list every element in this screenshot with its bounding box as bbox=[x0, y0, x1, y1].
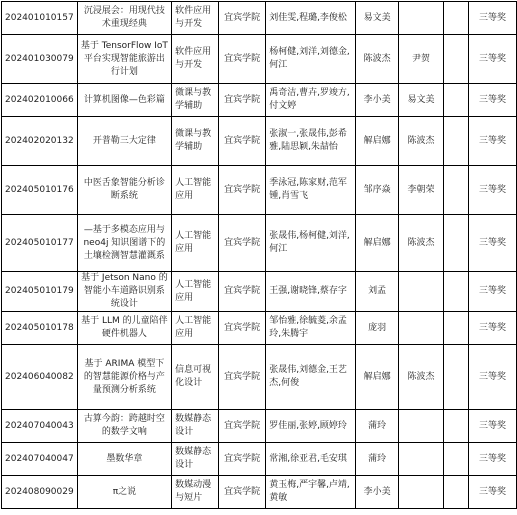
category-cell: 人工智能应用 bbox=[172, 272, 219, 312]
category-cell: 软件应用与开发 bbox=[172, 35, 219, 84]
project-title-cell: 基于 LLM 的儿童陪伴硬件机器人 bbox=[77, 312, 171, 345]
project-title-cell: 古算今韵：跨越时空的数学文响 bbox=[77, 410, 171, 443]
award-cell: 三等奖 bbox=[469, 166, 517, 215]
advisor1-cell: 邹序焱 bbox=[356, 166, 399, 215]
school-cell: 宜宾学院 bbox=[219, 35, 266, 84]
award-cell: 三等奖 bbox=[469, 410, 517, 443]
school-cell: 宜宾学院 bbox=[219, 166, 266, 215]
category-cell: 人工智能应用 bbox=[172, 166, 219, 215]
table-row bbox=[2, 35, 517, 84]
spacer-cell bbox=[443, 2, 468, 35]
award-cell: 三等奖 bbox=[469, 312, 517, 345]
advisor2-cell bbox=[399, 443, 444, 476]
school-cell: 宜宾学院 bbox=[219, 215, 266, 272]
spacer-cell bbox=[443, 84, 468, 117]
members-cell: 刘佳雯,程璐,李俊松 bbox=[266, 2, 356, 35]
spacer-cell bbox=[443, 443, 468, 476]
award-cell: 三等奖 bbox=[469, 345, 517, 410]
advisor1-cell: 庞羽 bbox=[356, 312, 399, 345]
advisor1-cell: 刘孟 bbox=[356, 272, 399, 312]
advisor1-cell: 李小美 bbox=[356, 476, 399, 509]
category-cell: 软件应用与开发 bbox=[172, 2, 219, 35]
members-cell: 黄玉梅,严宇馨,卢靖,黄敏 bbox=[266, 476, 356, 509]
project-title-cell: 开普勒三大定律 bbox=[77, 117, 171, 166]
members-cell: 季泳冠,陈家财,范军锺,肖雪飞 bbox=[266, 166, 356, 215]
members-cell: 杨柯健,刘洋,刘德金,何江 bbox=[266, 35, 356, 84]
school-cell: 宜宾学院 bbox=[219, 443, 266, 476]
award-id-cell: 202402010066 bbox=[2, 84, 78, 117]
category-cell: 人工智能应用 bbox=[172, 215, 219, 272]
project-title-cell: 中医舌象智能分析诊断系统 bbox=[77, 166, 171, 215]
award-cell: 三等奖 bbox=[469, 35, 517, 84]
school-cell: 宜宾学院 bbox=[219, 312, 266, 345]
project-title-cell: 计算机图像—色彩篇 bbox=[77, 84, 171, 117]
table-row bbox=[2, 215, 517, 272]
spacer-cell bbox=[443, 312, 468, 345]
award-id-cell: 202405010178 bbox=[2, 312, 78, 345]
award-id-cell: 202405010177 bbox=[2, 215, 78, 272]
table-row bbox=[2, 345, 517, 410]
members-cell: 张淑一,张晟伟,彭希雅,陆思颖,朱喆怡 bbox=[266, 117, 356, 166]
award-id-cell: 202408090029 bbox=[2, 476, 78, 509]
spacer-cell bbox=[443, 476, 468, 509]
advisor2-cell bbox=[399, 476, 444, 509]
award-id-cell: 202405010176 bbox=[2, 166, 78, 215]
table-row bbox=[2, 84, 517, 117]
advisor1-cell: 李小美 bbox=[356, 84, 399, 117]
project-title-cell: 基于 TensorFlow IoT 平台实现智能旅游出行计划 bbox=[77, 35, 171, 84]
advisor1-cell: 解启娜 bbox=[356, 345, 399, 410]
award-cell: 三等奖 bbox=[469, 443, 517, 476]
school-cell: 宜宾学院 bbox=[219, 272, 266, 312]
advisor1-cell: 陈波杰 bbox=[356, 35, 399, 84]
members-cell: 罗佳丽,张婷,顾婷玲 bbox=[266, 410, 356, 443]
category-cell: 数媒动漫与短片 bbox=[172, 476, 219, 509]
spacer-cell bbox=[443, 410, 468, 443]
category-cell: 人工智能应用 bbox=[172, 312, 219, 345]
spacer-cell bbox=[443, 215, 468, 272]
category-cell: 数媒静态设计 bbox=[172, 410, 219, 443]
spacer-cell bbox=[443, 272, 468, 312]
members-cell: 禹奇洁,曹卉,罗竣方,付文婷 bbox=[266, 84, 356, 117]
advisor1-cell: 解启娜 bbox=[356, 215, 399, 272]
table-row bbox=[2, 166, 517, 215]
members-cell: 王强,谢晓锋,蔡存字 bbox=[266, 272, 356, 312]
advisor1-cell: 解启娜 bbox=[356, 117, 399, 166]
members-cell: 张晟伟,刘德金,王艺杰,何俊 bbox=[266, 345, 356, 410]
advisor2-cell: 陈波杰 bbox=[399, 215, 444, 272]
advisor2-cell bbox=[399, 272, 444, 312]
members-cell: 常湘,徐亚君,毛安琪 bbox=[266, 443, 356, 476]
category-cell: 微课与教学辅助 bbox=[172, 84, 219, 117]
school-cell: 宜宾学院 bbox=[219, 410, 266, 443]
school-cell: 宜宾学院 bbox=[219, 117, 266, 166]
advisor2-cell: 李朝荣 bbox=[399, 166, 444, 215]
table-row bbox=[2, 410, 517, 443]
category-cell: 数媒静态设计 bbox=[172, 443, 219, 476]
award-cell: 三等奖 bbox=[469, 215, 517, 272]
project-title-cell: 基于 ARIMA 模型下的智慧能源价格与产量预测分析系统 bbox=[77, 345, 171, 410]
project-title-cell: 基于 Jetson Nano 的智能小车道路识别系统设计 bbox=[77, 272, 171, 312]
award-id-cell: 202407040047 bbox=[2, 443, 78, 476]
award-id-cell: 202407040043 bbox=[2, 410, 78, 443]
school-cell: 宜宾学院 bbox=[219, 2, 266, 35]
advisor1-cell: 易文美 bbox=[356, 2, 399, 35]
table-row bbox=[2, 272, 517, 312]
table-row bbox=[2, 312, 517, 345]
award-id-cell: 202401010157 bbox=[2, 2, 78, 35]
award-cell: 三等奖 bbox=[469, 2, 517, 35]
advisor2-cell: 陈波杰 bbox=[399, 117, 444, 166]
award-cell: 三等奖 bbox=[469, 476, 517, 509]
advisor2-cell bbox=[399, 312, 444, 345]
awards-table bbox=[1, 1, 517, 509]
advisor2-cell: 陈波杰 bbox=[399, 345, 444, 410]
project-title-cell: 墨数华章 bbox=[77, 443, 171, 476]
award-id-cell: 202401030079 bbox=[2, 35, 78, 84]
school-cell: 宜宾学院 bbox=[219, 345, 266, 410]
school-cell: 宜宾学院 bbox=[219, 476, 266, 509]
table-row bbox=[2, 117, 517, 166]
advisor1-cell: 蒲玲 bbox=[356, 410, 399, 443]
project-title-cell: 沉浸展会：用现代技术重现经典 bbox=[77, 2, 171, 35]
advisor2-cell: 易文美 bbox=[399, 84, 444, 117]
category-cell: 微课与教学辅助 bbox=[172, 117, 219, 166]
school-cell: 宜宾学院 bbox=[219, 84, 266, 117]
advisor2-cell bbox=[399, 2, 444, 35]
spacer-cell bbox=[443, 35, 468, 84]
spacer-cell bbox=[443, 345, 468, 410]
project-title-cell: π之说 bbox=[77, 476, 171, 509]
award-cell: 三等奖 bbox=[469, 117, 517, 166]
advisor2-cell bbox=[399, 410, 444, 443]
category-cell: 信息可视化设计 bbox=[172, 345, 219, 410]
award-id-cell: 202405010179 bbox=[2, 272, 78, 312]
award-cell: 三等奖 bbox=[469, 84, 517, 117]
award-cell: 三等奖 bbox=[469, 272, 517, 312]
spacer-cell bbox=[443, 166, 468, 215]
members-cell: 邹怡雅,徐毓菱,余孟玲,朱腾宇 bbox=[266, 312, 356, 345]
advisor2-cell: 尹贺 bbox=[399, 35, 444, 84]
advisor1-cell: 蒲玲 bbox=[356, 443, 399, 476]
award-id-cell: 202406040082 bbox=[2, 345, 78, 410]
members-cell: 张晟伟,杨柯健,刘洋,何江 bbox=[266, 215, 356, 272]
project-title-cell: —基于多模态应用与 neo4j 知识图谱下的土壤检测智慧灌溉系 bbox=[77, 215, 171, 272]
table-row bbox=[2, 2, 517, 35]
spacer-cell bbox=[443, 117, 468, 166]
table-row bbox=[2, 476, 517, 509]
award-id-cell: 202402020132 bbox=[2, 117, 78, 166]
table-row bbox=[2, 443, 517, 476]
